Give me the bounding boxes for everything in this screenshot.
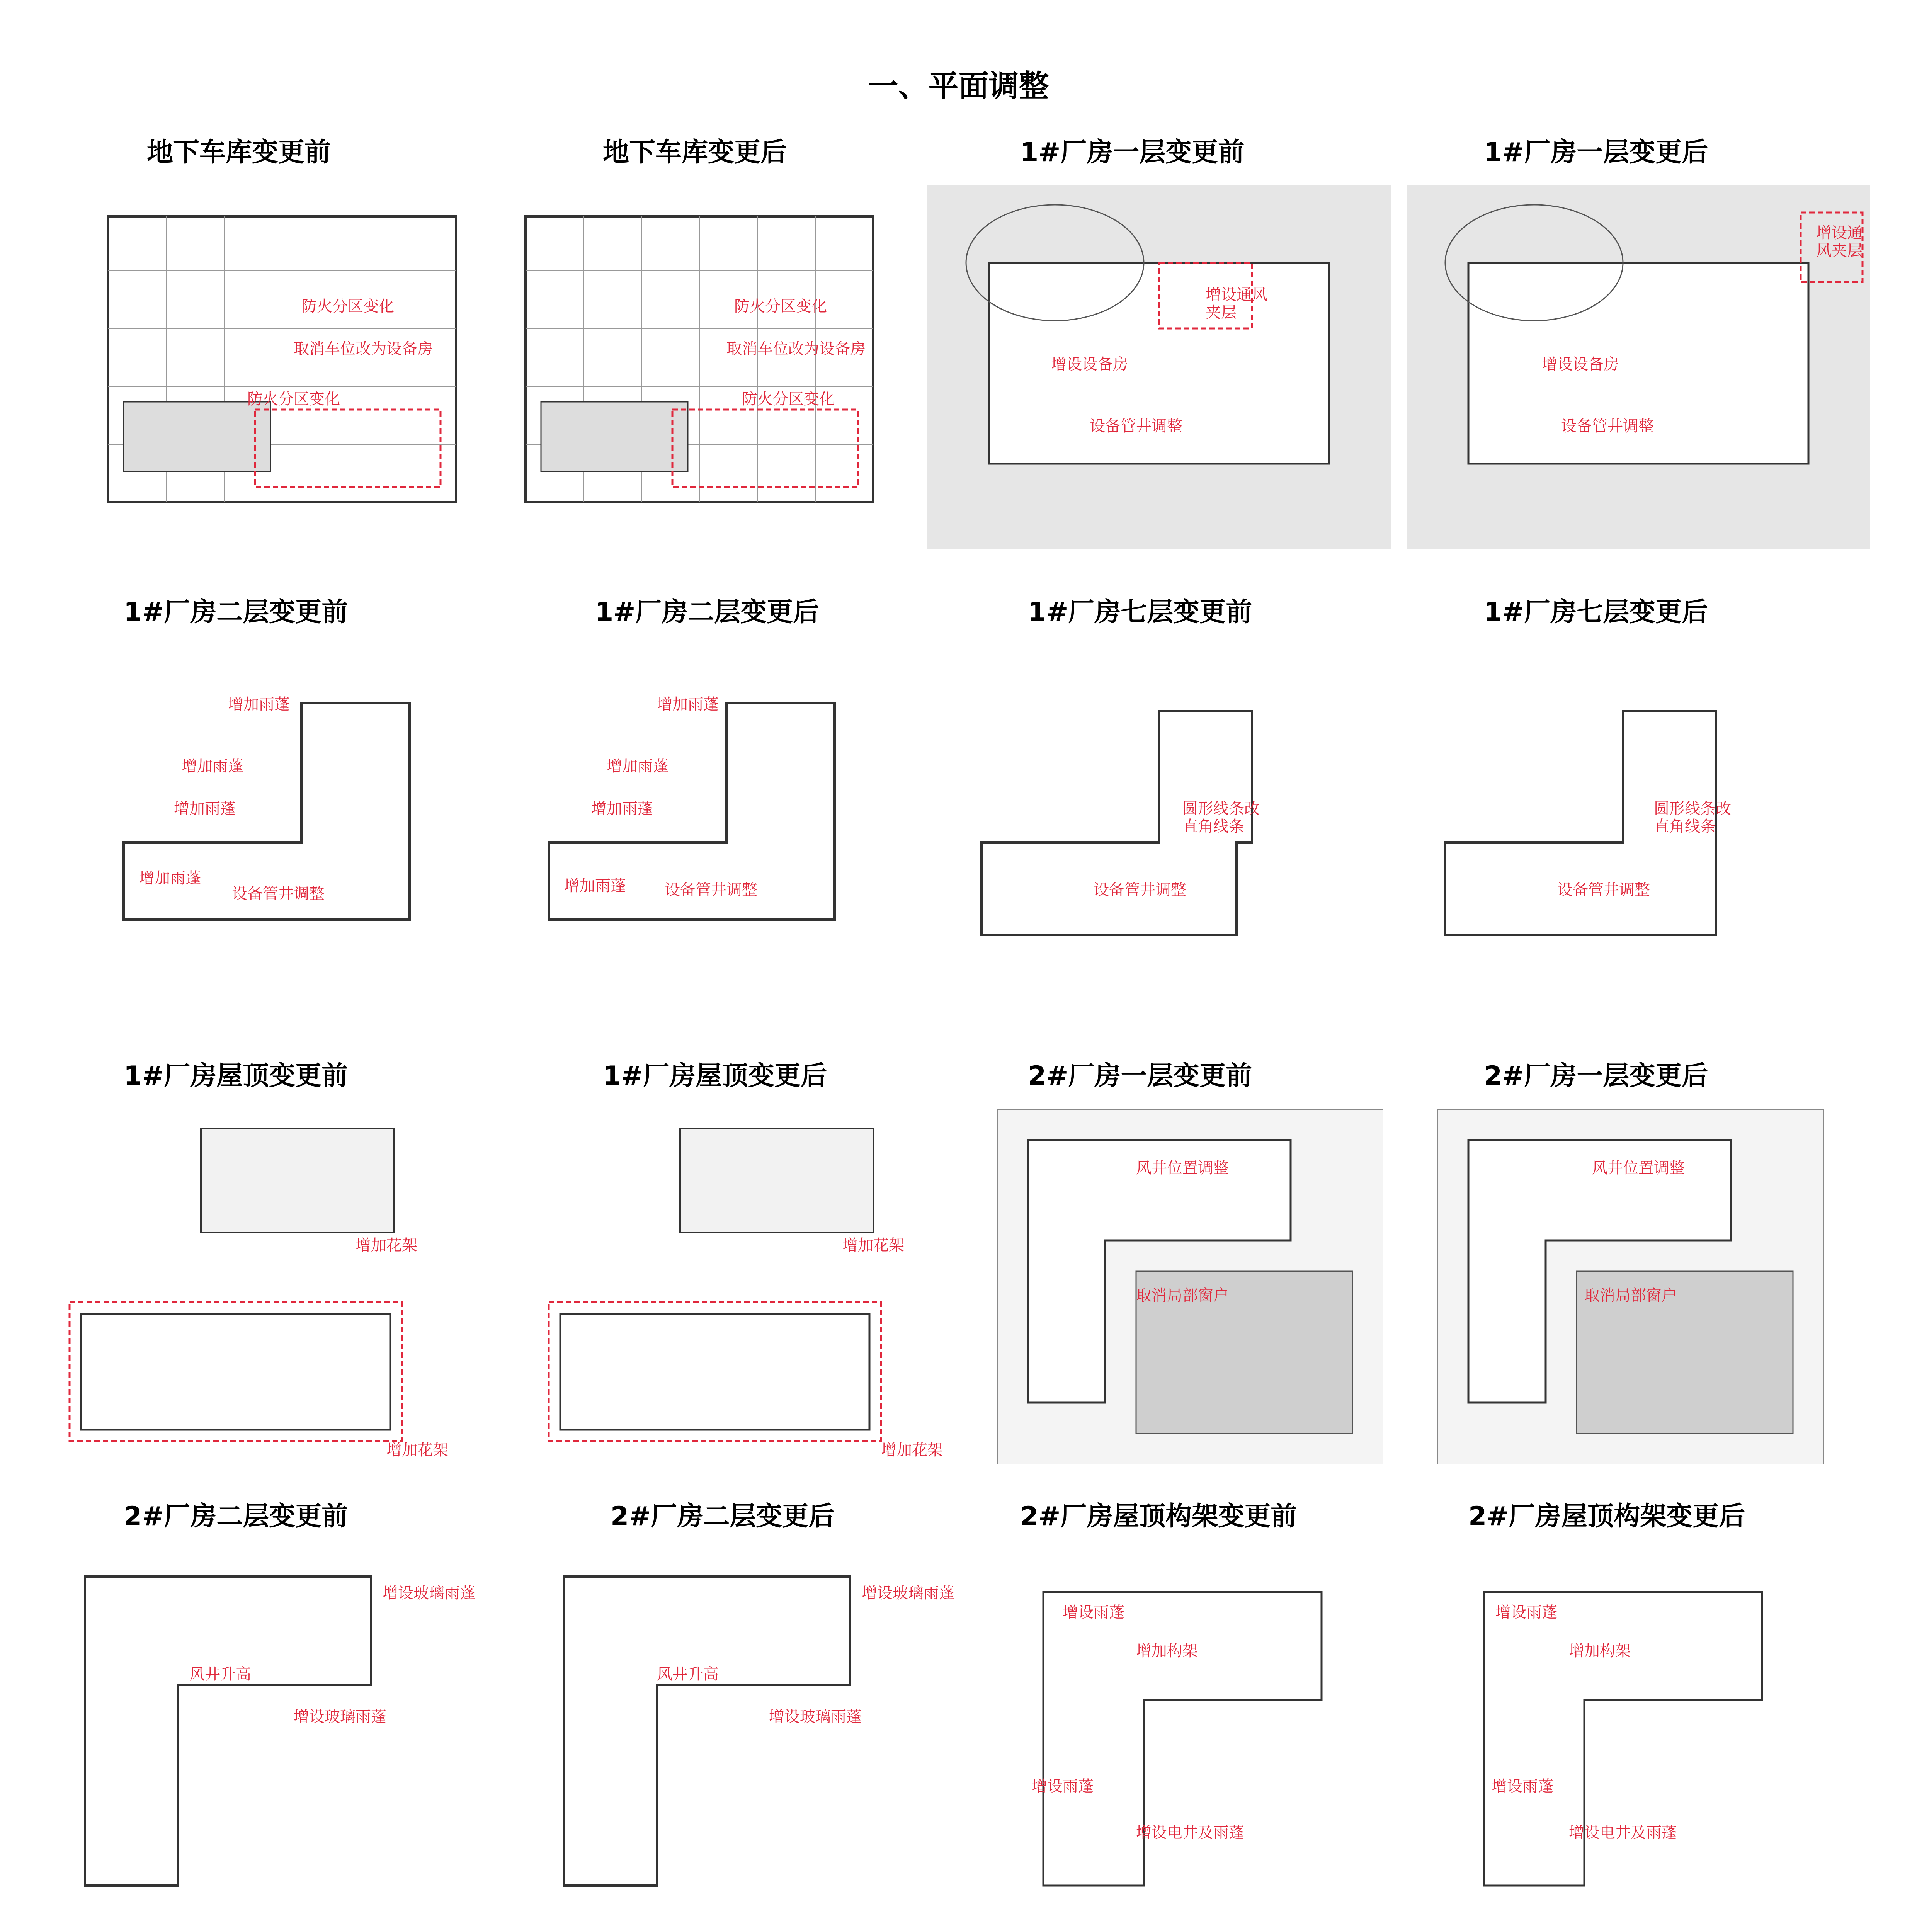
note-frame-1: 增加构架 — [1136, 1642, 1198, 1660]
plan-b2-f2-before — [77, 1561, 394, 1901]
caption-b1-f1-before: 1#厂房一层变更前 — [1020, 137, 1245, 168]
caption-basement-before: 地下车库变更前 — [147, 137, 331, 168]
note-add-room-2: 增设设备房 — [1542, 355, 1619, 373]
note-set-canopy-4: 增设雨蓬 — [1492, 1777, 1553, 1795]
caption-b1-f7-after: 1#厂房七层变更后 — [1484, 597, 1708, 628]
note-round-to-square-1: 圆形线条改直角线条 — [1182, 800, 1260, 835]
caption-b2-f1-before: 2#厂房一层变更前 — [1028, 1061, 1252, 1091]
note-canopy-4: 增加雨蓬 — [139, 869, 201, 887]
note-elec-1: 增设电井及雨蓬 — [1136, 1824, 1244, 1842]
note-mezz-1: 增设通风夹层 — [1206, 286, 1267, 321]
note-fire-zone-1: 防火分区变化 — [301, 298, 394, 315]
note-vent-raise-1: 风井升高 — [189, 1665, 251, 1683]
note-window-2: 取消局部窗户 — [1584, 1287, 1677, 1304]
note-glass-canopy-4: 增设玻璃雨蓬 — [769, 1708, 862, 1726]
note-window-1: 取消局部窗户 — [1136, 1287, 1229, 1304]
note-canopy-6: 增加雨蓬 — [607, 757, 668, 775]
note-canopy-2: 增加雨蓬 — [182, 757, 243, 775]
note-fire-zone-2: 防火分区变化 — [247, 390, 340, 408]
note-set-canopy-2: 增设雨蓬 — [1032, 1777, 1094, 1795]
note-canopy-1: 增加雨蓬 — [228, 696, 290, 713]
note-elec-2: 增设电井及雨蓬 — [1569, 1824, 1677, 1842]
note-shaft-4: 设备管井调整 — [665, 881, 757, 899]
note-shaft-5: 设备管井调整 — [1094, 881, 1186, 899]
caption-b2-f2-before: 2#厂房二层变更前 — [124, 1501, 348, 1532]
note-round-to-square-2: 圆形线条改直角线条 — [1654, 800, 1731, 835]
note-fire-zone-3: 防火分区变化 — [734, 298, 827, 315]
caption-b2-roof-after: 2#厂房屋顶构架变更后 — [1468, 1501, 1745, 1532]
note-add-room-1: 增设设备房 — [1051, 355, 1128, 373]
note-shaft-3: 设备管井调整 — [232, 885, 325, 903]
plan-basement-after — [502, 201, 904, 526]
plan-b1-f7-after — [1407, 657, 1816, 1012]
caption-b2-f1-after: 2#厂房一层变更后 — [1484, 1061, 1708, 1091]
note-set-canopy-1: 增设雨蓬 — [1063, 1604, 1124, 1621]
caption-b1-roof-after: 1#厂房屋顶变更后 — [603, 1061, 827, 1091]
caption-b2-f2-after: 2#厂房二层变更后 — [611, 1501, 835, 1532]
caption-b1-f1-after: 1#厂房一层变更后 — [1484, 137, 1708, 168]
caption-b2-roof-before: 2#厂房屋顶构架变更前 — [1020, 1501, 1297, 1532]
plan-b1-roof-after — [502, 1121, 974, 1461]
caption-b1-f2-before: 1#厂房二层变更前 — [124, 597, 348, 628]
note-canopy-8: 增加雨蓬 — [564, 877, 626, 895]
note-frame-2: 增加构架 — [1569, 1642, 1631, 1660]
note-canopy-5: 增加雨蓬 — [657, 696, 719, 713]
note-mezz-2: 增设通风夹层 — [1816, 224, 1863, 260]
section-title-plan: 一、平面调整 — [868, 69, 1049, 104]
note-vent-1: 风井位置调整 — [1136, 1159, 1229, 1177]
plan-basement-before — [85, 201, 487, 526]
note-trellis-1: 增加花架 — [356, 1236, 417, 1254]
note-trellis-3: 增加花架 — [842, 1236, 904, 1254]
caption-b1-roof-before: 1#厂房屋顶变更前 — [124, 1061, 348, 1091]
note-vent-2: 风井位置调整 — [1592, 1159, 1685, 1177]
note-canopy-3: 增加雨蓬 — [174, 800, 236, 818]
caption-basement-after: 地下车库变更后 — [603, 137, 787, 168]
note-trellis-2: 增加花架 — [386, 1441, 448, 1459]
plan-b1-f1-after — [1407, 185, 1870, 549]
note-parking-to-room-1: 取消车位改为设备房 — [294, 340, 433, 358]
note-vent-raise-2: 风井升高 — [657, 1665, 719, 1683]
note-trellis-4: 增加花架 — [881, 1441, 943, 1459]
note-shaft-6: 设备管井调整 — [1557, 881, 1650, 899]
note-glass-canopy-1: 增设玻璃雨蓬 — [383, 1584, 475, 1602]
note-shaft-2: 设备管井调整 — [1561, 417, 1654, 435]
note-canopy-7: 增加雨蓬 — [591, 800, 653, 818]
plan-b1-f7-before — [943, 657, 1352, 1012]
plan-b1-f1-before — [927, 185, 1391, 549]
note-parking-to-room-2: 取消车位改为设备房 — [726, 340, 866, 358]
note-glass-canopy-2: 增设玻璃雨蓬 — [294, 1708, 386, 1726]
caption-b1-f2-after: 1#厂房二层变更后 — [595, 597, 820, 628]
note-glass-canopy-3: 增设玻璃雨蓬 — [862, 1584, 954, 1602]
plan-b1-roof-before — [23, 1121, 495, 1461]
note-shaft-1: 设备管井调整 — [1090, 417, 1182, 435]
note-set-canopy-3: 增设雨蓬 — [1495, 1604, 1557, 1621]
note-fire-zone-4: 防火分区变化 — [742, 390, 835, 408]
caption-b1-f7-before: 1#厂房七层变更前 — [1028, 597, 1252, 628]
plan-b2-f2-after — [556, 1561, 873, 1901]
